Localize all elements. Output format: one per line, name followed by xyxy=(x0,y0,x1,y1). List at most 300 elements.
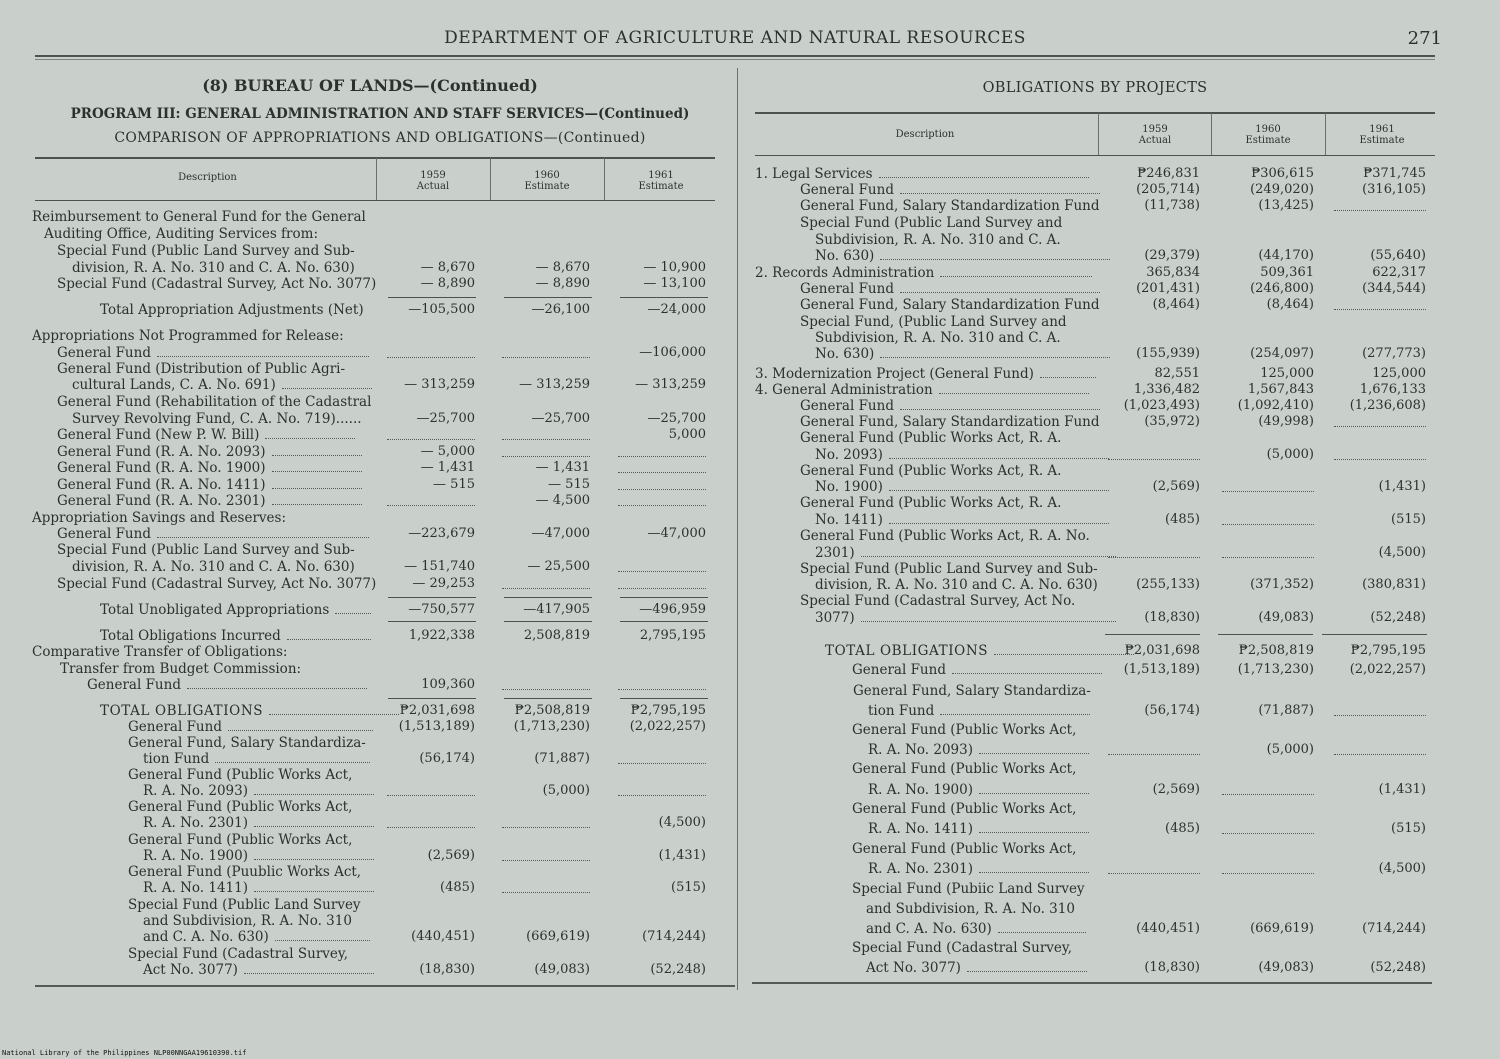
right-value-3: (344,544) xyxy=(1362,281,1426,296)
left-value-2: (49,083) xyxy=(534,962,590,977)
right-row-label xyxy=(868,821,1089,837)
comparison-title: COMPARISON OF APPROPRIATIONS AND OBLIGATIONS—(Continued) xyxy=(114,130,646,146)
left-col-1961: 1961 Estimate xyxy=(638,170,684,192)
right-row-label xyxy=(815,512,1109,528)
empty-cell-leader xyxy=(502,817,590,828)
dot-leader xyxy=(998,922,1086,933)
row-text: No. 630) xyxy=(815,248,875,264)
right-row-label xyxy=(815,610,1116,626)
left-value-2: —26,100 xyxy=(531,302,590,317)
left-row-label xyxy=(143,848,374,864)
row-text: Total Appropriation Adjustments (Net) xyxy=(100,302,364,318)
dot-leader xyxy=(228,720,373,731)
row-text: General Fund xyxy=(128,719,222,735)
left-col-sep-2 xyxy=(490,158,491,200)
left-row-label xyxy=(60,661,301,677)
left-col-description: Description xyxy=(178,172,237,183)
dot-leader xyxy=(979,822,1089,833)
left-value-2: — 4,500 xyxy=(535,493,590,508)
empty-cell-leader xyxy=(387,785,475,796)
right-value-1: (485) xyxy=(1165,512,1200,527)
right-row-label xyxy=(800,561,1098,577)
right-value-3: (380,831) xyxy=(1362,577,1426,592)
left-value-1: (1,513,189) xyxy=(398,719,475,734)
row-text: R. A. No. 1900) xyxy=(143,848,248,864)
empty-cell-leader xyxy=(1334,200,1426,211)
right-value-1: (56,174) xyxy=(1144,703,1200,718)
left-sum-rule xyxy=(504,297,592,298)
dot-leader xyxy=(215,752,370,763)
left-row-label xyxy=(143,929,370,945)
right-row-label xyxy=(800,430,1061,446)
left-value-1: — 515 xyxy=(433,477,475,492)
left-value-1: —750,577 xyxy=(408,602,475,617)
left-value-2: — 8,670 xyxy=(535,260,590,275)
row-text: Special Fund (Cadastral Survey, Act No. 3077) xyxy=(57,576,377,592)
left-value-1: —105,500 xyxy=(408,302,475,317)
row-text: Special Fund (Public Land Survey and Sub- xyxy=(57,542,355,558)
right-row-label xyxy=(755,382,1089,398)
dot-leader xyxy=(861,546,1116,557)
program-title: PROGRAM III: GENERAL ADMINISTRATION AND STAFF SERVICES—(Continued) xyxy=(70,106,690,122)
row-text: Appropriations Not Programmed for Release: xyxy=(32,328,344,344)
left-value-3: —496,959 xyxy=(639,602,706,617)
right-row-label xyxy=(800,463,1061,479)
left-row-label xyxy=(72,377,372,393)
right-value-3: ₱2,795,195 xyxy=(1350,643,1426,658)
left-sum-rule xyxy=(388,597,476,598)
right-row-label xyxy=(866,921,1086,937)
right-value-1: (201,431) xyxy=(1136,281,1200,296)
right-row-label xyxy=(800,215,1062,231)
left-row-label xyxy=(100,703,399,719)
row-text: General Fund (New P. W. Bill) xyxy=(57,427,260,443)
empty-cell-leader xyxy=(1222,481,1314,492)
row-text: General Fund xyxy=(800,182,894,198)
left-sum-rule xyxy=(388,698,476,699)
row-text: General Fund xyxy=(87,677,181,693)
dot-leader xyxy=(254,816,374,827)
left-row-label xyxy=(100,602,371,618)
row-text: General Fund (R. A. No. 2301) xyxy=(57,493,266,509)
row-text: General Fund (R. A. No. 1411) xyxy=(57,477,266,493)
left-value-1: (440,451) xyxy=(411,929,475,944)
left-value-1: — 313,259 xyxy=(404,377,475,392)
row-text: No. 630) xyxy=(815,346,875,362)
row-text: General Fund xyxy=(57,526,151,542)
left-row-label xyxy=(143,880,374,896)
obligations-title: OBLIGATIONS BY PROJECTS xyxy=(982,80,1208,96)
dot-leader xyxy=(282,378,372,389)
dot-leader xyxy=(157,346,369,357)
right-row-label xyxy=(815,545,1116,561)
right-value-1: (35,972) xyxy=(1144,414,1200,429)
left-row-label xyxy=(128,946,348,962)
right-value-2: (13,425) xyxy=(1258,198,1314,213)
row-text: General Fund (Public Works Act, xyxy=(852,841,1077,857)
left-row-label xyxy=(57,427,355,443)
dot-leader xyxy=(979,743,1089,754)
empty-cell-leader xyxy=(1222,547,1314,558)
empty-cell-leader xyxy=(618,495,706,506)
row-text: division, R. A. No. 310 and C. A. No. 630) xyxy=(72,559,355,575)
right-row-label xyxy=(800,528,1090,544)
left-value-3: — 13,100 xyxy=(643,276,706,291)
right-sum-rule xyxy=(1322,634,1427,635)
right-col-sep-1 xyxy=(1098,113,1099,155)
left-value-1: (485) xyxy=(440,880,475,895)
right-value-3: (52,248) xyxy=(1370,610,1426,625)
page-number: 271 xyxy=(1407,28,1442,49)
row-text: and C. A. No. 630) xyxy=(866,921,992,937)
empty-cell-leader xyxy=(618,785,706,796)
right-row-label xyxy=(852,761,1076,777)
left-sum-rule xyxy=(504,698,592,699)
row-text: and Subdivision, R. A. No. 310 xyxy=(866,901,1075,917)
right-value-1: 1,336,482 xyxy=(1133,382,1200,397)
left-value-1: — 5,000 xyxy=(420,444,475,459)
right-value-1: (485) xyxy=(1165,821,1200,836)
right-value-3: (1,431) xyxy=(1378,479,1426,494)
row-text: Special Fund (Cadastral Survey, Act No. xyxy=(800,593,1076,609)
right-row-label xyxy=(815,346,1110,362)
empty-cell-leader xyxy=(502,679,590,690)
right-value-3: (515) xyxy=(1391,821,1426,836)
dot-leader xyxy=(275,930,370,941)
left-row-label xyxy=(57,361,345,377)
row-text: General Fund, Salary Standardiza- xyxy=(853,683,1091,699)
right-value-1: (29,379) xyxy=(1144,248,1200,263)
row-text: General Fund (Distribution of Public Agri- xyxy=(57,361,346,377)
right-value-3: (277,773) xyxy=(1362,346,1426,361)
left-row-label xyxy=(128,719,373,735)
left-row-label xyxy=(87,677,367,693)
row-text: General Fund xyxy=(800,398,894,414)
dot-leader xyxy=(272,478,362,489)
left-sum-rule xyxy=(504,597,592,598)
empty-cell-leader xyxy=(1334,744,1426,755)
empty-cell-leader xyxy=(618,578,706,589)
left-value-1: — 8,890 xyxy=(420,276,475,291)
empty-cell-leader xyxy=(1222,514,1314,525)
right-col-1961: 1961 Estimate xyxy=(1359,124,1405,146)
empty-cell-leader xyxy=(1334,299,1426,310)
left-value-1: 1,922,338 xyxy=(408,628,475,643)
left-value-1: — 29,253 xyxy=(412,576,475,591)
left-value-1: (56,174) xyxy=(419,751,475,766)
left-value-3: —24,000 xyxy=(647,302,706,317)
left-row-label xyxy=(143,962,374,978)
dot-leader xyxy=(157,527,369,538)
right-value-3: (52,248) xyxy=(1370,960,1426,975)
right-row-label xyxy=(800,414,1100,430)
right-value-1: (18,830) xyxy=(1144,610,1200,625)
left-value-3: (4,500) xyxy=(658,815,706,830)
left-value-3: —106,000 xyxy=(639,345,706,360)
right-row-label xyxy=(815,577,1098,593)
row-text: No. 2093) xyxy=(815,447,883,463)
right-row-label xyxy=(825,643,1134,659)
left-row-label xyxy=(128,897,361,913)
left-table-header-rule xyxy=(35,200,715,201)
row-text: General Fund (Public Works Act, xyxy=(852,722,1077,738)
left-value-3: (1,431) xyxy=(658,848,706,863)
row-text: R. A. No. 2093) xyxy=(868,742,973,758)
right-row-label xyxy=(853,683,1091,699)
row-text: division, R. A. No. 310 and C. A. No. 630) xyxy=(815,577,1098,593)
left-col-sep-3 xyxy=(604,158,605,200)
right-value-3: 125,000 xyxy=(1372,366,1426,381)
left-value-2: (71,887) xyxy=(534,751,590,766)
right-value-3: (515) xyxy=(1391,512,1426,527)
left-value-1: (2,569) xyxy=(427,848,475,863)
empty-cell-leader xyxy=(618,561,706,572)
right-col-sep-3 xyxy=(1325,113,1326,155)
left-value-3: (2,022,257) xyxy=(629,719,706,734)
row-text: General Fund (Public Works Act, R. A. xyxy=(800,463,1062,479)
right-row-label xyxy=(800,198,1100,214)
row-text: 3077) xyxy=(815,610,855,626)
left-value-2: 2,508,819 xyxy=(523,628,590,643)
dot-leader xyxy=(939,383,1089,394)
row-text: R. A. No. 2301) xyxy=(868,861,973,877)
right-row-label xyxy=(755,166,1089,182)
row-text: General Fund (Public Works Act, R. A. No. xyxy=(800,528,1090,544)
row-text: Special Fund (Public Land Survey and xyxy=(800,215,1063,231)
right-value-2: ₱306,615 xyxy=(1251,166,1314,181)
dot-leader xyxy=(900,282,1100,293)
right-value-3: (55,640) xyxy=(1370,248,1426,263)
left-value-3: (515) xyxy=(671,880,706,895)
row-text: R. A. No. 1411) xyxy=(868,821,973,837)
left-row-label xyxy=(128,799,352,815)
right-value-3: (316,105) xyxy=(1362,182,1426,197)
left-value-1: — 151,740 xyxy=(404,559,475,574)
row-text: Special Fund (Cadastral Survey, Act No. 3077) xyxy=(57,276,377,292)
right-value-1: (205,714) xyxy=(1136,182,1200,197)
dot-leader xyxy=(900,399,1100,410)
row-text: R. A. No. 2301) xyxy=(143,815,248,831)
empty-cell-leader xyxy=(1222,863,1314,874)
dot-leader xyxy=(967,961,1087,972)
dot-leader xyxy=(940,266,1092,277)
row-text: Comparative Transfer of Obligations: xyxy=(32,644,288,660)
left-row-label xyxy=(143,815,374,831)
left-value-1: — 1,431 xyxy=(420,460,475,475)
empty-cell-leader xyxy=(502,850,590,861)
left-value-3: —25,700 xyxy=(647,411,706,426)
row-text: 1. Legal Services xyxy=(755,166,873,182)
right-table-header-rule xyxy=(755,155,1435,156)
row-text: 4. General Administration xyxy=(755,382,933,398)
left-row-label xyxy=(57,345,369,361)
dot-leader xyxy=(254,849,374,860)
left-sum-rule xyxy=(620,297,708,298)
left-col-1959: 1959 Actual xyxy=(416,170,450,192)
row-text: General Fund (Public Works Act, xyxy=(852,761,1077,777)
left-row-label xyxy=(143,783,374,799)
dot-leader xyxy=(272,461,362,472)
right-value-1: (8,464) xyxy=(1152,297,1200,312)
dot-leader xyxy=(272,445,362,456)
left-value-3: 5,000 xyxy=(668,427,706,442)
left-row-label xyxy=(100,302,364,318)
left-value-2: —25,700 xyxy=(531,411,590,426)
right-value-2: (246,800) xyxy=(1250,281,1314,296)
right-value-3: (2,022,257) xyxy=(1349,662,1426,677)
empty-cell-leader xyxy=(387,429,475,440)
empty-cell-leader xyxy=(1108,449,1200,460)
dot-leader xyxy=(254,784,374,795)
left-value-2: — 1,431 xyxy=(535,460,590,475)
left-value-1: — 8,670 xyxy=(420,260,475,275)
empty-cell-leader xyxy=(618,446,706,457)
right-value-2: (1,713,230) xyxy=(1237,662,1314,677)
left-row-label xyxy=(72,411,362,427)
dot-leader xyxy=(979,862,1089,873)
row-text: R. A. No. 1900) xyxy=(868,782,973,798)
right-value-1: ₱2,031,698 xyxy=(1124,643,1200,658)
empty-cell-leader xyxy=(1222,823,1314,834)
right-row-label xyxy=(868,861,1089,877)
row-text: 3. Modernization Project (General Fund) xyxy=(755,366,1034,382)
row-text: General Fund (Public Works Act, xyxy=(128,832,353,848)
dot-leader xyxy=(889,448,1109,459)
dot-leader xyxy=(1040,367,1096,378)
right-value-2: 125,000 xyxy=(1260,366,1314,381)
left-value-3: ₱2,795,195 xyxy=(630,703,706,718)
row-text: General Fund (Public Works Act, xyxy=(128,799,353,815)
row-text: General Fund (Puublic Works Act, xyxy=(128,864,362,880)
empty-cell-leader xyxy=(618,462,706,473)
right-col-description: Description xyxy=(895,129,955,140)
right-row-label xyxy=(868,782,1089,798)
right-row-label xyxy=(868,703,1090,719)
right-value-3: (714,244) xyxy=(1362,921,1426,936)
right-value-1: (2,569) xyxy=(1152,782,1200,797)
empty-cell-leader xyxy=(502,446,590,457)
left-row-label xyxy=(57,526,369,542)
left-value-2: (1,713,230) xyxy=(513,719,590,734)
dot-leader xyxy=(889,513,1109,524)
right-row-label xyxy=(852,722,1076,738)
dot-leader xyxy=(880,347,1110,358)
right-row-label xyxy=(800,495,1061,511)
right-value-2: (254,097) xyxy=(1250,346,1314,361)
left-value-2: (669,619) xyxy=(526,929,590,944)
dot-leader xyxy=(265,428,355,439)
left-value-1: —223,679 xyxy=(408,526,475,541)
dot-leader xyxy=(979,783,1089,794)
empty-cell-leader xyxy=(1108,744,1200,755)
right-row-label xyxy=(755,366,1096,382)
left-row-label xyxy=(57,276,376,292)
left-row-label xyxy=(57,477,362,493)
right-row-label xyxy=(815,479,1109,495)
row-text: General Fund, Salary Standardization Fund xyxy=(800,297,1100,313)
row-text: tion Fund xyxy=(143,751,210,767)
row-text: 2. Records Administration xyxy=(755,265,935,281)
row-text: Subdivision, R. A. No. 310 and C. A. xyxy=(815,330,1061,346)
right-value-2: (5,000) xyxy=(1266,447,1314,462)
right-col-1959: 1959 Actual xyxy=(1138,124,1172,146)
right-row-label xyxy=(755,265,1092,281)
left-row-label xyxy=(57,243,355,259)
row-text: General Fund (Rehabilitation of the Cadastral xyxy=(57,394,372,410)
right-sum-rule xyxy=(1105,634,1200,635)
empty-cell-leader xyxy=(502,578,590,589)
bureau-title: (8) BUREAU OF LANDS—(Continued) xyxy=(202,76,538,95)
dot-leader xyxy=(952,663,1102,674)
row-text: Transfer from Budget Commission: xyxy=(60,661,302,677)
row-text: General Fund (Public Works Act, xyxy=(128,767,353,783)
right-value-3: (4,500) xyxy=(1378,861,1426,876)
left-footer-rule xyxy=(35,985,735,987)
row-text: Reimbursement to General Fund for the General xyxy=(32,209,366,225)
left-value-3: (714,244) xyxy=(642,929,706,944)
page-header-title: DEPARTMENT OF AGRICULTURE AND NATURAL RESOURCES xyxy=(444,28,1026,48)
right-value-2: (249,020) xyxy=(1250,182,1314,197)
empty-cell-leader xyxy=(618,679,706,690)
right-col-1960: 1960 Estimate xyxy=(1245,124,1291,146)
left-row-label xyxy=(32,510,286,526)
row-text: General Fund xyxy=(57,345,151,361)
row-text: division, R. A. No. 310 and C. A. No. 630) xyxy=(72,260,355,276)
left-value-3: — 313,259 xyxy=(635,377,706,392)
empty-cell-leader xyxy=(502,882,590,893)
row-text: General Fund (R. A. No. 1900) xyxy=(57,460,266,476)
right-value-2: 1,567,843 xyxy=(1247,382,1314,397)
left-table-top-rule xyxy=(35,157,715,159)
empty-cell-leader xyxy=(618,753,706,764)
left-value-1: 109,360 xyxy=(421,677,475,692)
right-value-2: (49,083) xyxy=(1258,960,1314,975)
dot-leader xyxy=(861,611,1116,622)
row-text: Survey Revolving Fund, C. A. No. 719)...... xyxy=(72,411,362,427)
right-row-label xyxy=(815,248,1110,264)
left-row-label xyxy=(57,460,362,476)
left-value-2: —417,905 xyxy=(523,602,590,617)
left-row-label xyxy=(72,260,355,276)
right-value-2: (5,000) xyxy=(1266,742,1314,757)
dot-leader xyxy=(880,249,1110,260)
right-row-label xyxy=(815,232,1061,248)
left-value-1: ₱2,031,698 xyxy=(399,703,475,718)
left-value-2: —47,000 xyxy=(531,526,590,541)
left-row-label xyxy=(44,226,318,242)
row-text: Special Fund (Cadastral Survey, xyxy=(852,940,1073,956)
left-value-2: — 8,890 xyxy=(535,276,590,291)
row-text: General Fund (Public Works Act, R. A. xyxy=(800,495,1062,511)
left-sum-rule xyxy=(388,297,476,298)
header-rule-secondary xyxy=(35,59,1435,60)
dot-leader xyxy=(287,629,371,640)
left-row-label xyxy=(143,751,370,767)
left-sum-rule xyxy=(388,621,476,622)
row-text: No. 1411) xyxy=(815,512,883,528)
right-value-1: 82,551 xyxy=(1154,366,1200,381)
left-value-2: (5,000) xyxy=(542,783,590,798)
right-footer-rule xyxy=(752,982,1432,984)
right-value-1: (11,738) xyxy=(1144,198,1200,213)
left-row-label xyxy=(57,493,362,509)
right-row-label xyxy=(852,801,1076,817)
empty-cell-leader xyxy=(1222,784,1314,795)
right-row-label xyxy=(800,593,1075,609)
right-row-label xyxy=(866,960,1087,976)
right-row-label xyxy=(800,182,1100,198)
right-value-2: (1,092,410) xyxy=(1237,398,1314,413)
